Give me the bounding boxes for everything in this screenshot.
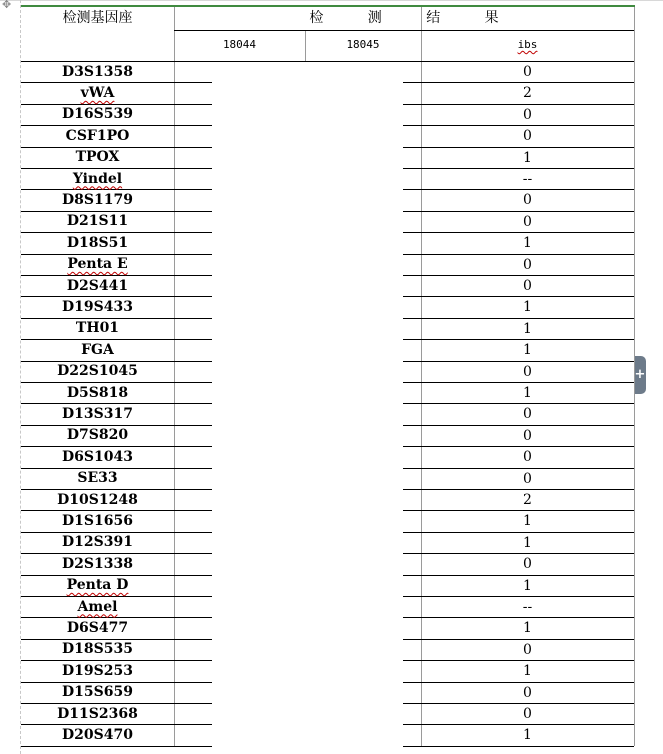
sample-18045-header: 18045: [346, 38, 380, 51]
row-divider-left: [21, 660, 212, 661]
locus-name: CSF1PO: [65, 127, 130, 144]
ibs-value: 1: [523, 320, 532, 337]
row-divider-right: [403, 232, 634, 233]
row-divider-right: [403, 189, 634, 190]
ibs-value: 0: [523, 106, 532, 123]
locus-name: D6S477: [66, 619, 129, 636]
ibs-value: 0: [523, 684, 532, 701]
subheader-divider: [174, 30, 634, 31]
row-divider-right: [403, 339, 634, 340]
ibs-value: 0: [523, 192, 532, 209]
sample-18044-header: 18044: [222, 38, 257, 51]
locus-name: D11S2368: [57, 705, 138, 722]
locus-name: D16S539: [62, 106, 133, 123]
page-top-border: [0, 0, 663, 1]
row-divider-left: [21, 403, 212, 404]
locus-name: Penta D: [66, 577, 129, 594]
row-divider-right: [403, 703, 634, 704]
ibs-value: 0: [523, 363, 532, 380]
locus-name: D8S1179: [62, 191, 133, 208]
locus-name: D18S51: [66, 234, 129, 251]
row-divider-left: [21, 682, 212, 683]
locus-name: Yindel: [72, 170, 123, 187]
locus-name: D20S470: [62, 726, 133, 743]
row-divider-right: [403, 660, 634, 661]
row-divider-left: [21, 254, 212, 255]
row-divider-left: [21, 382, 212, 383]
ibs-value: 0: [523, 128, 532, 145]
row-divider-right: [403, 746, 634, 747]
row-divider-left: [21, 468, 212, 469]
row-divider-left: [21, 147, 212, 148]
row-divider-left: [21, 125, 212, 126]
ibs-value: --: [522, 599, 533, 615]
locus-name: D7S820: [66, 427, 129, 444]
locus-name: D3S1358: [62, 63, 133, 80]
result-column-header: 检 测 结 果: [309, 10, 499, 26]
row-divider-left: [21, 724, 212, 725]
row-divider-left: [21, 189, 212, 190]
row-divider-right: [403, 596, 634, 597]
ibs-value: 1: [523, 577, 532, 594]
locus-name: D21S11: [66, 213, 129, 230]
row-divider-right: [403, 82, 634, 83]
row-divider-right: [403, 639, 634, 640]
ibs-value: 0: [523, 641, 532, 658]
ibs-value: 0: [523, 406, 532, 423]
row-divider-left: [21, 232, 212, 233]
ibs-column-header: ibs: [517, 38, 538, 51]
ibs-value: 1: [523, 663, 532, 680]
row-divider-right: [403, 403, 634, 404]
ibs-value: 1: [523, 513, 532, 530]
table-right-border: [634, 7, 635, 746]
row-divider-right: [403, 575, 634, 576]
row-divider-right: [403, 425, 634, 426]
locus-name: D18S535: [62, 641, 133, 658]
row-divider-left: [21, 275, 212, 276]
ibs-value: 0: [523, 706, 532, 722]
row-divider-left: [21, 82, 212, 83]
row-divider-right: [403, 147, 634, 148]
row-divider-left: [21, 318, 212, 319]
row-divider-right: [403, 361, 634, 362]
row-divider-left: [21, 553, 212, 554]
ibs-value: 1: [523, 235, 532, 252]
ibs-value: --: [522, 171, 533, 187]
row-divider-left: [21, 296, 212, 297]
row-divider-left: [21, 532, 212, 533]
row-divider-right: [403, 211, 634, 212]
ibs-value: 0: [523, 556, 532, 573]
row-divider-right: [403, 254, 634, 255]
locus-name: vWA: [80, 84, 115, 101]
row-divider-right: [403, 382, 634, 383]
row-divider-right: [403, 553, 634, 554]
row-divider-left: [21, 489, 212, 490]
row-divider-left: [21, 361, 212, 362]
ibs-header-cell: [421, 39, 634, 50]
locus-name: D13S317: [62, 405, 133, 422]
ibs-value: 0: [523, 449, 532, 466]
header-bottom-border: [21, 61, 634, 62]
locus-name: D22S1045: [57, 363, 138, 380]
locus-name: D6S1043: [62, 448, 133, 465]
ibs-value: 1: [523, 299, 532, 316]
row-divider-right: [403, 489, 634, 490]
locus-name: D19S253: [62, 662, 133, 679]
row-divider-right: [403, 275, 634, 276]
locus-name: D5S818: [66, 384, 129, 401]
locus-name: D19S433: [62, 298, 133, 315]
locus-name: Penta E: [67, 256, 128, 273]
row-divider-right: [403, 532, 634, 533]
row-divider-left: [21, 339, 212, 340]
sample-column-divider: [305, 30, 306, 61]
locus-name: D1S1656: [62, 512, 133, 529]
locus-name: TH01: [75, 320, 120, 337]
row-divider-right: [403, 682, 634, 683]
row-divider-left: [21, 746, 212, 747]
ibs-value: 0: [523, 278, 532, 294]
row-divider-left: [21, 596, 212, 597]
row-divider-left: [21, 425, 212, 426]
ibs-value: 2: [523, 492, 532, 508]
row-divider-left: [21, 168, 212, 169]
row-divider-right: [403, 617, 634, 618]
ibs-value: 0: [523, 64, 532, 80]
locus-name: Amel: [77, 598, 118, 615]
locus-name: TPOX: [75, 149, 120, 166]
ibs-value: 1: [523, 385, 532, 401]
locus-name: D10S1248: [57, 491, 138, 508]
row-divider-right: [403, 318, 634, 319]
row-divider-right: [403, 125, 634, 126]
row-divider-left: [21, 510, 212, 511]
ibs-value: 0: [523, 427, 532, 444]
row-divider-left: [21, 639, 212, 640]
locus-name: D2S441: [66, 277, 129, 294]
row-divider-right: [403, 510, 634, 511]
locus-column-header: 检测基因座: [62, 10, 133, 26]
locus-name: SE33: [77, 470, 118, 487]
row-divider-right: [403, 724, 634, 725]
ibs-value: 1: [523, 342, 532, 359]
ibs-value: 0: [523, 256, 532, 273]
locus-name: D15S659: [62, 684, 133, 701]
row-divider-left: [21, 446, 212, 447]
row-divider-left: [21, 104, 212, 105]
ibs-value: 1: [523, 620, 532, 637]
ibs-value: 2: [523, 85, 532, 102]
ibs-value: 0: [523, 213, 532, 230]
row-divider-right: [403, 468, 634, 469]
row-divider-right: [403, 168, 634, 169]
ibs-value: 1: [523, 149, 532, 166]
locus-name: D2S1338: [62, 555, 133, 572]
ibs-value: 1: [523, 727, 532, 744]
ibs-value: 1: [523, 534, 532, 551]
row-divider-left: [21, 703, 212, 704]
row-divider-right: [403, 296, 634, 297]
locus-column-divider: [174, 7, 175, 746]
table-move-icon[interactable]: ✥: [2, 0, 11, 11]
row-divider-right: [403, 104, 634, 105]
table-top-rule: [21, 5, 635, 7]
ibs-value: 0: [523, 470, 532, 487]
row-divider-left: [21, 211, 212, 212]
locus-name: D12S391: [62, 534, 133, 551]
add-icon[interactable]: +: [634, 356, 646, 394]
row-divider-right: [403, 446, 634, 447]
row-divider-left: [21, 575, 212, 576]
row-divider-left: [21, 617, 212, 618]
locus-name: FGA: [81, 341, 114, 358]
